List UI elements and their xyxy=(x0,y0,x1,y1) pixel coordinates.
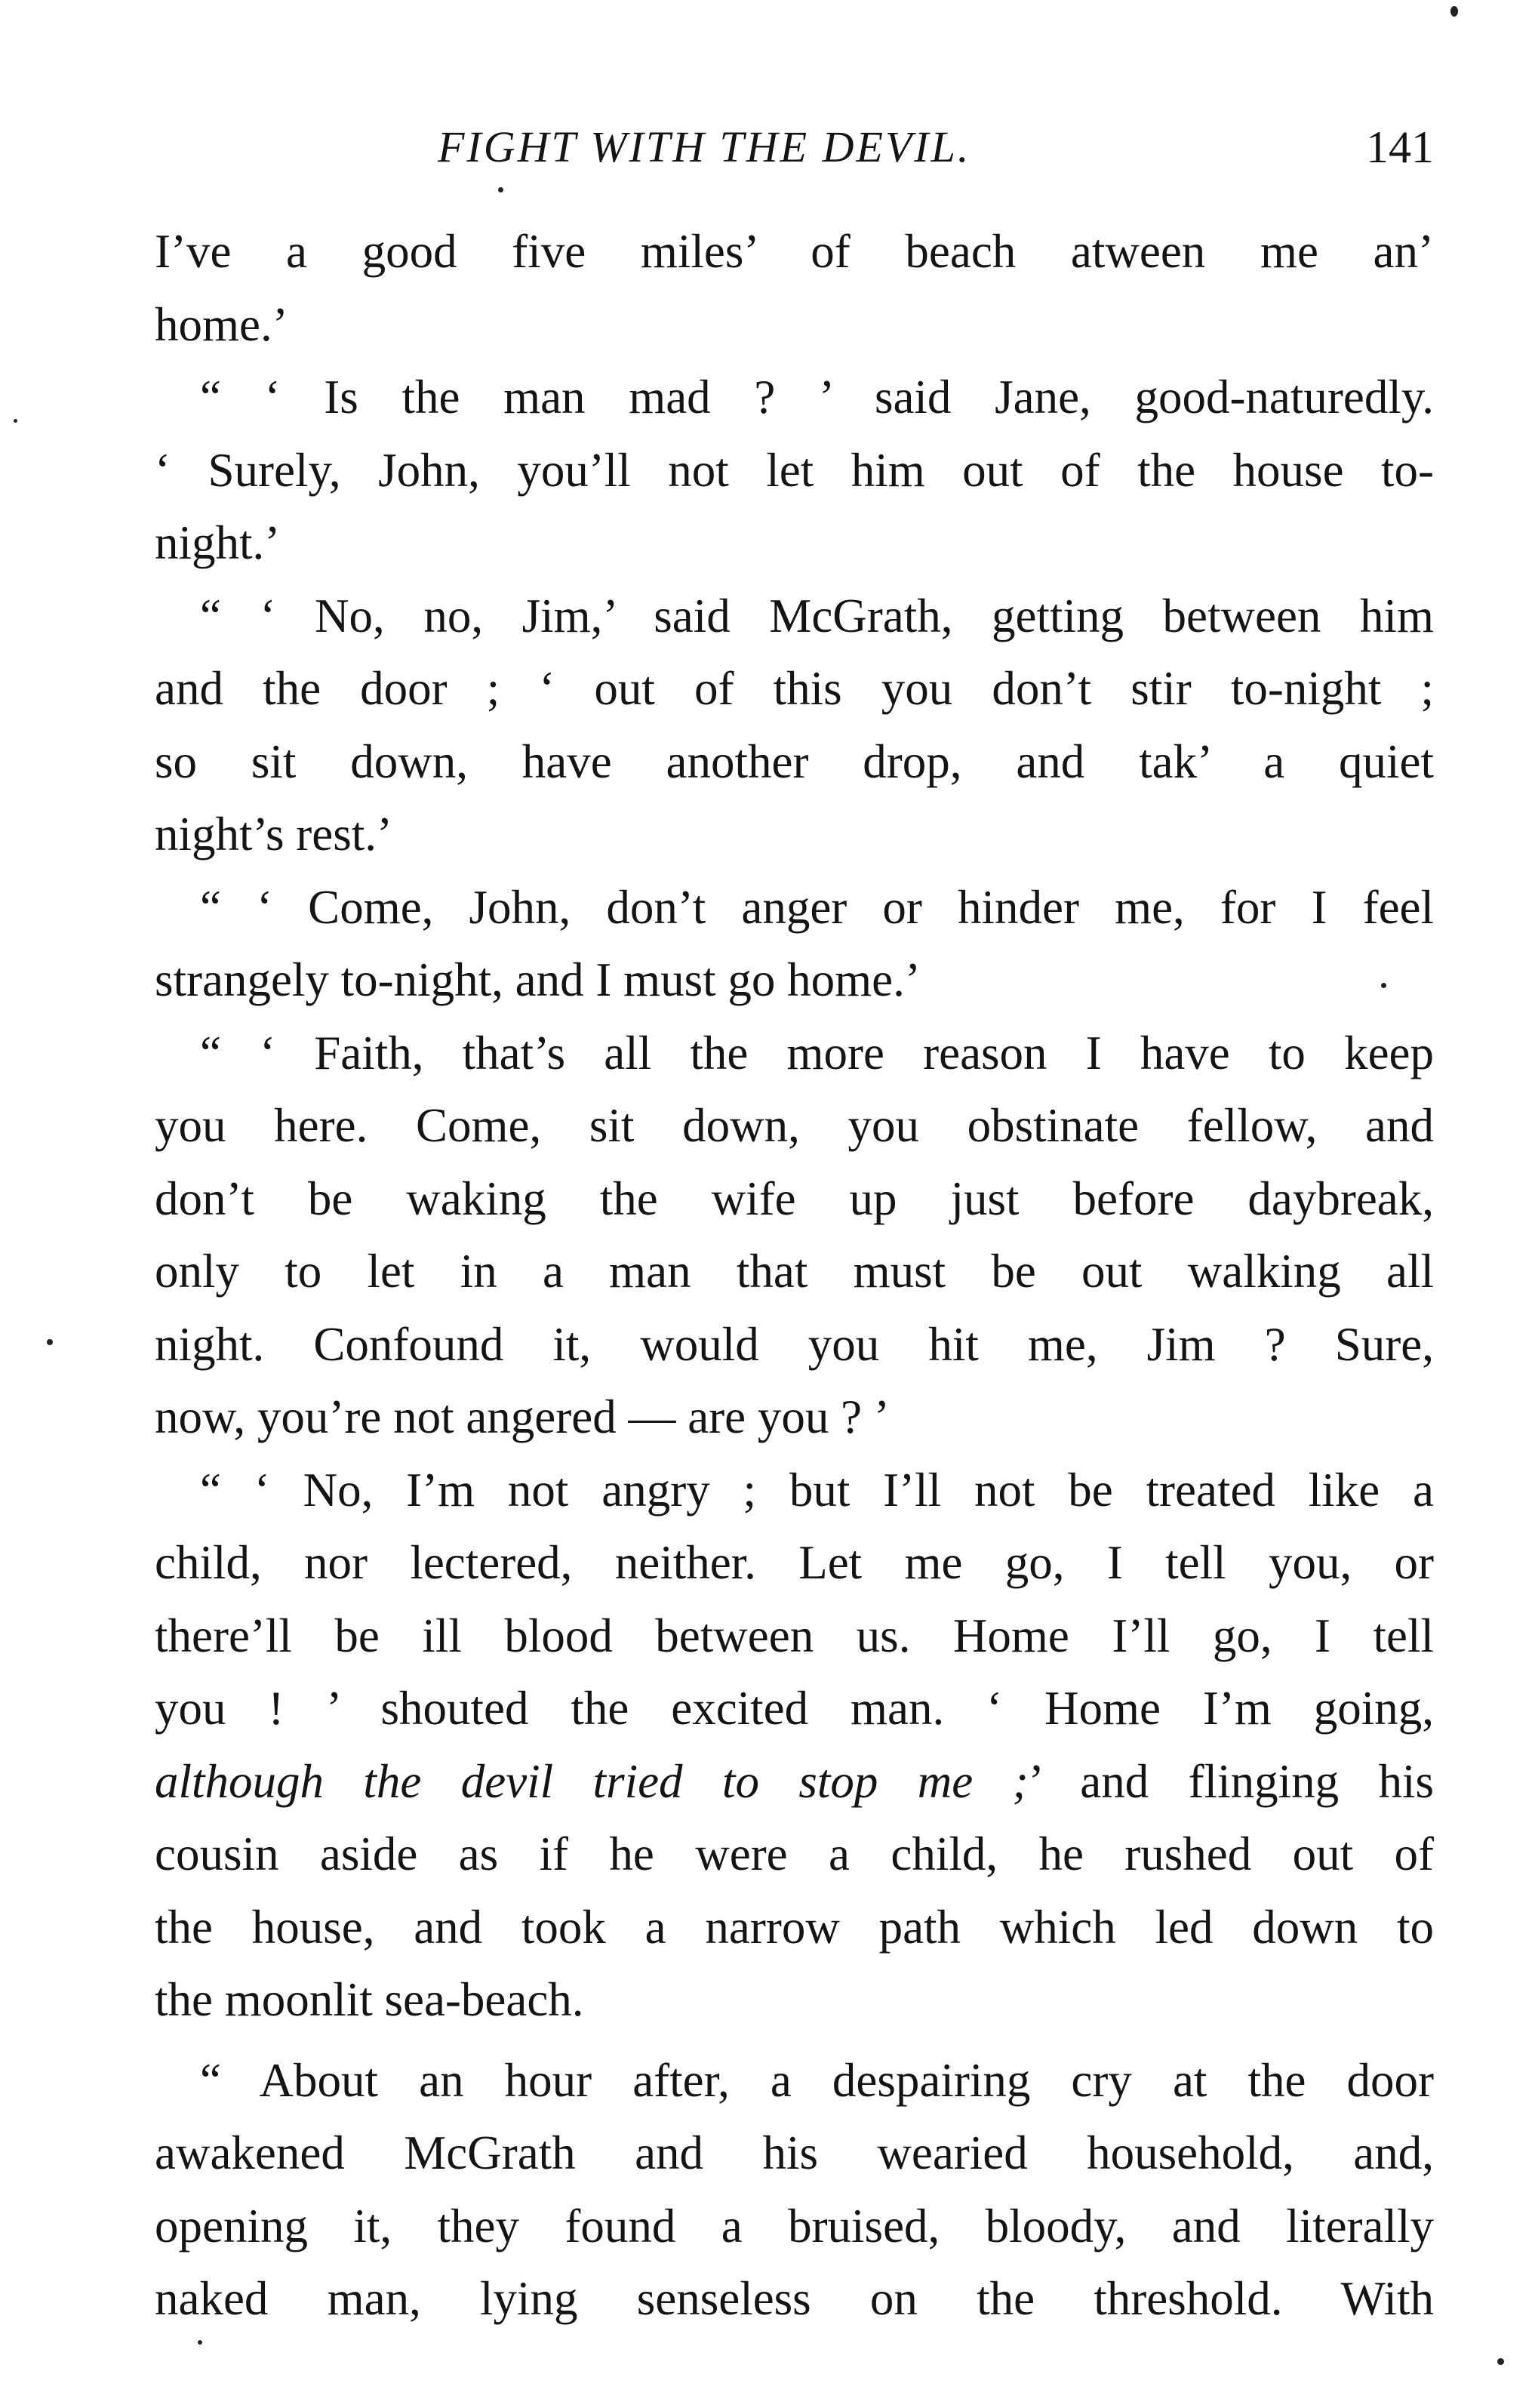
text-line: and the door ; ‘ out of this you don’t stir to-night ; xyxy=(155,662,1434,715)
text-line: so sit down, have another drop, and tak’ a quiet xyxy=(155,734,1434,788)
text-line: now, you’re not angered — are you ? ’ xyxy=(155,1390,890,1443)
text-line: cousin aside as if he were a child, he rushed out of xyxy=(155,1828,1434,1880)
text-line: the moonlit sea-beach. xyxy=(155,1973,584,2026)
text-line: night. Confound it, would you hit me, Jim ? Sure, xyxy=(155,1317,1434,1371)
text-line: “ ‘ No, I’m not angry ; but I’ll not be treated like a xyxy=(200,1463,1434,1517)
text-line-mixed xyxy=(155,1745,1434,1818)
text-line: awakened McGrath and his wearied household, and, xyxy=(155,2126,1434,2179)
text-line: child, nor lectered, neither. Let me go, I tell you, or xyxy=(155,1536,1434,1589)
text-line: strangely to-night, and I must go home.’ xyxy=(155,953,921,1006)
print-speck xyxy=(1381,983,1386,988)
text-line: home.’ xyxy=(155,297,288,351)
text-line: the house, and took a narrow path which led down to xyxy=(155,1900,1434,1954)
italic-phrase: although the devil tried to stop me ; xyxy=(155,1754,1029,1808)
print-speck xyxy=(498,187,503,192)
body-text xyxy=(155,215,1434,2336)
print-speck xyxy=(198,2340,202,2345)
text-line: “ ‘ Come, John, don’t anger or hinder me, for I feel xyxy=(200,880,1434,934)
text-line: night’s rest.’ xyxy=(155,808,392,861)
text-line: you ! ’ shouted the excited man. ‘ Home I’m going, xyxy=(155,1682,1434,1735)
text-line: I’ve a good five miles’ of beach atween me an’ xyxy=(155,225,1434,278)
text-line: only to let in a man that must be out walking all xyxy=(155,1245,1434,1298)
text-line: “ ‘ No, no, Jim,’ said McGrath, getting between him xyxy=(200,589,1434,642)
print-speck xyxy=(1450,6,1458,17)
print-speck xyxy=(47,1339,53,1345)
page-number: 141 xyxy=(1366,122,1434,172)
print-speck xyxy=(14,419,17,423)
text-line: night.’ xyxy=(155,516,281,569)
text-line: opening it, they found a bruised, bloody, and literally xyxy=(155,2199,1434,2252)
text-line: “ ‘ Is the man mad ? ’ said Jane, good-naturedly. xyxy=(200,371,1434,423)
text-line: there’ll be ill blood between us. Home I’ll go, I tell xyxy=(155,1609,1434,1662)
text-line: don’t be waking the wife up just before daybreak, xyxy=(155,1172,1434,1225)
print-speck xyxy=(1497,2358,1504,2365)
paragraph-gap xyxy=(155,2037,1434,2044)
text-line: you here. Come, sit down, you obstinate fellow, and xyxy=(155,1099,1434,1152)
line-continuation: ’ and flinging his xyxy=(1028,1754,1434,1808)
running-head xyxy=(151,113,1434,181)
text-line: “ ‘ Faith, that’s all the more reason I have to keep xyxy=(200,1026,1434,1079)
text-line: naked man, lying senseless on the threshold. With xyxy=(155,2272,1434,2325)
text-line: “ About an hour after, a despairing cry at the door xyxy=(200,2053,1434,2107)
running-title: FIGHT WITH THE DEVIL. xyxy=(438,122,971,171)
text-line: ‘ Surely, John, you’ll not let him out of the house to- xyxy=(155,443,1434,497)
